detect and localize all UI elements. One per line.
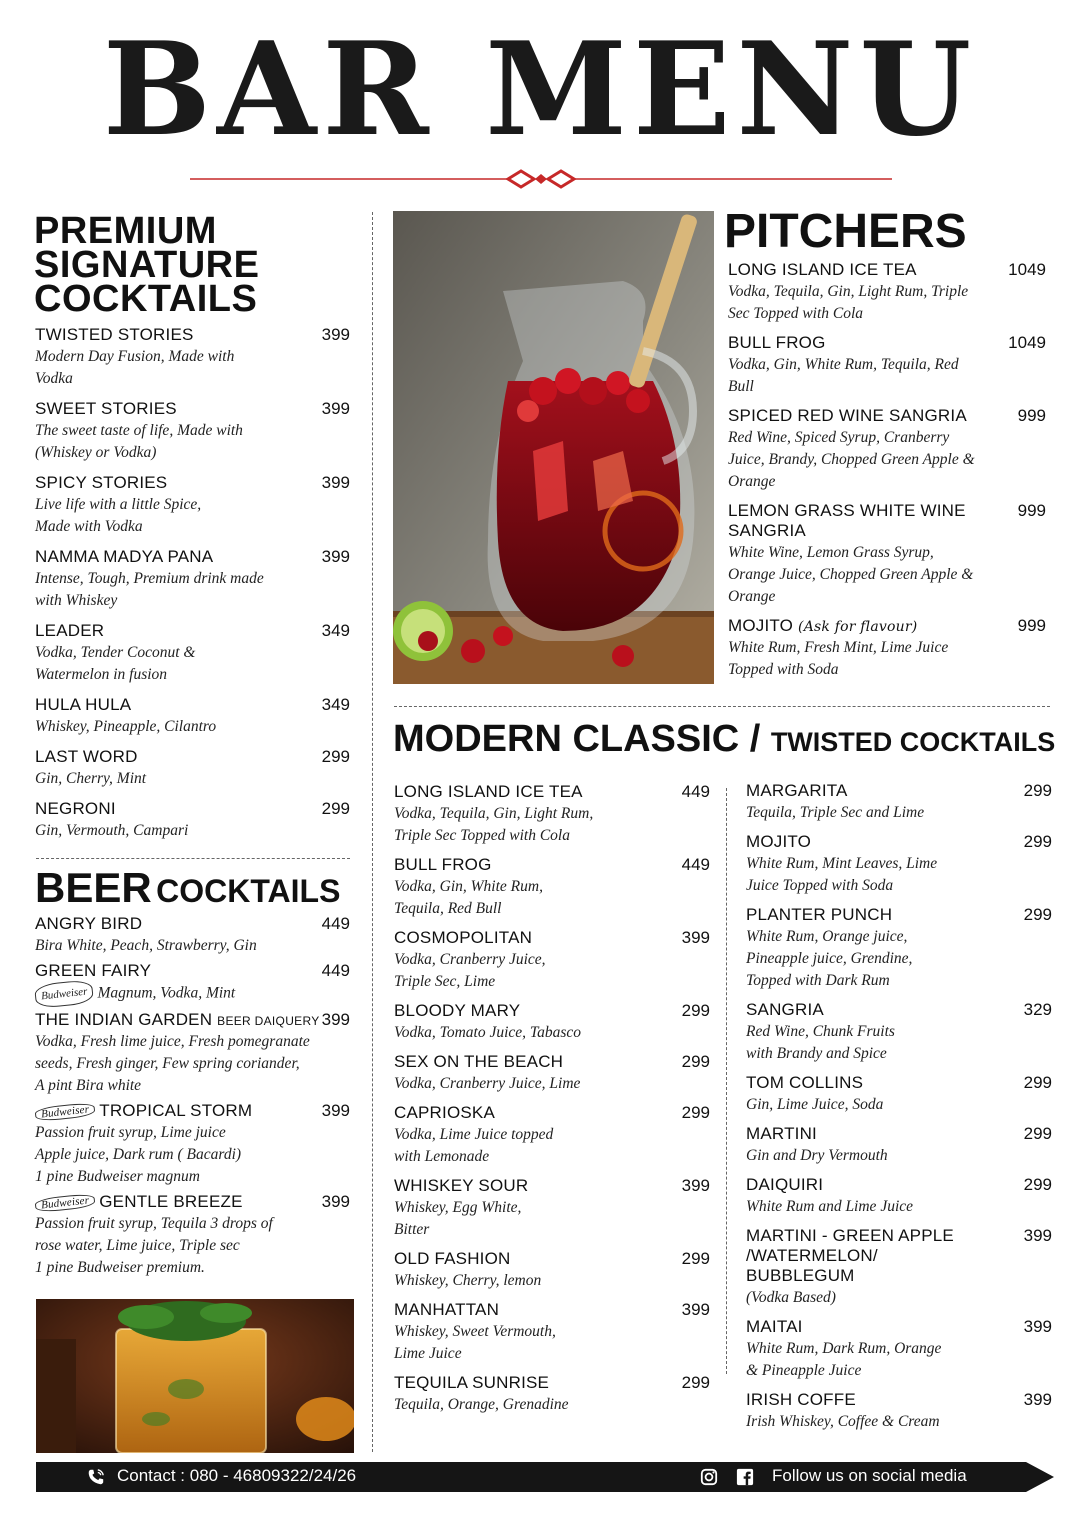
item-name: WHISKEY SOUR bbox=[394, 1176, 529, 1195]
menu-item bbox=[394, 928, 710, 993]
item-description: Vodka, Tequila, Gin, Light Rum, Triple Sec Topped with Cola bbox=[394, 805, 594, 844]
item-description: Budweiser Magnum, Vodka, Mint bbox=[35, 982, 350, 1006]
item-price: 399 bbox=[321, 547, 350, 566]
item-name: MAITAI bbox=[746, 1317, 803, 1336]
menu-item bbox=[35, 695, 350, 738]
item-name: SWEET STORIES bbox=[35, 399, 177, 418]
menu-item bbox=[728, 616, 1046, 681]
menu-item bbox=[35, 1192, 350, 1279]
sangria-pitcher-photo bbox=[393, 211, 714, 684]
item-price: 999 bbox=[1017, 501, 1046, 520]
modern-heading: MODERN CLASSIC / TWISTED COCKTAILS bbox=[393, 718, 1056, 760]
item-description: Gin, Cherry, Mint bbox=[35, 770, 147, 787]
item-price: 449 bbox=[321, 914, 350, 933]
item-description: Whiskey, Egg White, Bitter bbox=[394, 1199, 522, 1238]
item-name: THE INDIAN GARDEN BEER DAIQUERY bbox=[35, 1010, 320, 1029]
pitchers-heading: PITCHERS bbox=[724, 205, 967, 258]
footer-social: Follow us on social media bbox=[772, 1466, 967, 1485]
item-description: White Wine, Lemon Grass Syrup, Orange Juice, Chopped Green Apple & Orange bbox=[728, 544, 974, 605]
item-description: Gin and Dry Vermouth bbox=[746, 1147, 888, 1164]
menu-item bbox=[746, 832, 1052, 897]
item-description: Tequila, Triple Sec and Lime bbox=[746, 804, 925, 821]
item-price: 299 bbox=[681, 1052, 710, 1071]
menu-item bbox=[35, 399, 350, 464]
menu-item bbox=[746, 1317, 1052, 1382]
item-note: (Ask for flavour) bbox=[798, 619, 918, 635]
menu-item bbox=[746, 1073, 1052, 1116]
item-name: OLD FASHION bbox=[394, 1249, 511, 1268]
menu-item bbox=[35, 799, 350, 842]
menu-item bbox=[746, 1390, 1052, 1433]
item-description: The sweet taste of life, Made with (Whiskey or Vodka) bbox=[35, 422, 243, 461]
phone-icon bbox=[87, 1468, 105, 1486]
item-description: Gin, Vermouth, Campari bbox=[35, 822, 189, 839]
item-name: LEADER bbox=[35, 621, 105, 640]
item-name: BLOODY MARY bbox=[394, 1001, 521, 1020]
item-name: SPICY STORIES bbox=[35, 473, 168, 492]
item-name: LAST WORD bbox=[35, 747, 138, 766]
item-price: 299 bbox=[1023, 781, 1052, 800]
item-price: 299 bbox=[321, 799, 350, 818]
item-name: TOM COLLINS bbox=[746, 1073, 864, 1092]
item-price: 399 bbox=[1023, 1317, 1052, 1336]
menu-item bbox=[728, 501, 1046, 608]
budweiser-logo-icon: Budweiser bbox=[34, 979, 95, 1009]
item-price: 399 bbox=[1023, 1390, 1052, 1409]
item-name-line: SANGRIA bbox=[728, 521, 806, 540]
facebook-icon[interactable] bbox=[736, 1468, 754, 1486]
ornament-diamond-icon bbox=[190, 166, 892, 192]
premium-beer-divider bbox=[36, 858, 350, 859]
menu-item bbox=[746, 1175, 1052, 1218]
menu-item bbox=[394, 782, 710, 847]
beer-heading: BEER COCKTAILS bbox=[35, 864, 341, 911]
item-price: 399 bbox=[1023, 1226, 1052, 1245]
item-price: 449 bbox=[681, 855, 710, 874]
modern-left-list bbox=[394, 782, 710, 1424]
item-name: LONG ISLAND ICE TEA bbox=[394, 782, 583, 801]
menu-item bbox=[746, 1000, 1052, 1065]
item-description: White Rum, Dark Rum, Orange & Pineapple Juice bbox=[746, 1340, 942, 1379]
item-price: 299 bbox=[1023, 905, 1052, 924]
item-description: White Rum and Lime Juice bbox=[746, 1198, 914, 1215]
menu-item bbox=[35, 961, 350, 1006]
menu-item bbox=[728, 406, 1046, 493]
item-description: Whiskey, Pineapple, Cilantro bbox=[35, 718, 217, 735]
premium-heading: PREMIUM SIGNATURE COCKTAILS bbox=[34, 210, 260, 320]
item-description: Vodka, Cranberry Juice, Triple Sec, Lime bbox=[394, 951, 546, 990]
item-price: 349 bbox=[321, 695, 350, 714]
menu-item bbox=[35, 1101, 350, 1188]
item-price: 399 bbox=[321, 1192, 350, 1211]
item-description: Red Wine, Spiced Syrup, Cranberry Juice, Brandy, Chopped Green Apple & Orange bbox=[728, 429, 975, 490]
modern-column-divider bbox=[726, 788, 727, 1374]
instagram-icon[interactable] bbox=[700, 1468, 718, 1486]
menu-item bbox=[746, 905, 1052, 992]
item-price: 399 bbox=[321, 325, 350, 344]
item-name: MARGARITA bbox=[746, 781, 848, 800]
item-name: ANGRY BIRD bbox=[35, 914, 143, 933]
item-description: Vodka, Tender Coconut & Watermelon in fusion bbox=[35, 644, 196, 683]
menu-item bbox=[35, 1010, 350, 1097]
modern-right-list bbox=[746, 781, 1052, 1441]
item-description: White Rum, Orange juice, Pineapple juice, Grendine, Topped with Dark Rum bbox=[746, 928, 913, 989]
item-name: NEGRONI bbox=[35, 799, 116, 818]
item-price: 299 bbox=[681, 1103, 710, 1122]
item-price: 299 bbox=[1023, 1124, 1052, 1143]
item-name: SEX ON THE BEACH bbox=[394, 1052, 564, 1071]
item-price: 399 bbox=[681, 1300, 710, 1319]
item-name: LEMON GRASS WHITE WINE bbox=[728, 501, 966, 520]
item-name: MOJITO (Ask for flavour) bbox=[728, 616, 918, 635]
item-price: 299 bbox=[1023, 832, 1052, 851]
item-price: 399 bbox=[681, 1176, 710, 1195]
item-name: TEQUILA SUNRISE bbox=[394, 1373, 550, 1392]
item-name: CAPRIOSKA bbox=[394, 1103, 495, 1122]
item-description: Tequila, Orange, Grenadine bbox=[394, 1396, 569, 1413]
item-price: 1049 bbox=[1008, 333, 1046, 352]
beer-list bbox=[35, 914, 350, 1283]
item-description: Vodka, Tomato Juice, Tabasco bbox=[394, 1024, 582, 1041]
footer-contact: Contact : 080 - 46809322/24/26 bbox=[117, 1466, 357, 1485]
item-price: 399 bbox=[321, 1010, 350, 1029]
item-name: MARTINI bbox=[746, 1124, 817, 1143]
item-name: HULA HULA bbox=[35, 695, 132, 714]
premium-list bbox=[35, 325, 350, 851]
item-description: Whiskey, Sweet Vermouth, Lime Juice bbox=[394, 1323, 556, 1362]
item-price: 399 bbox=[321, 1101, 350, 1120]
item-name: NAMMA MADYA PANA bbox=[35, 547, 214, 566]
item-name: COSMOPOLITAN bbox=[394, 928, 533, 947]
item-name: DAIQUIRI bbox=[746, 1175, 824, 1194]
item-description: Gin, Lime Juice, Soda bbox=[746, 1096, 884, 1113]
menu-item bbox=[746, 781, 1052, 824]
item-suffix: BEER DAIQUERY bbox=[217, 1014, 320, 1028]
menu-item bbox=[394, 1300, 710, 1365]
item-description: Passion fruit syrup, Tequila 3 drops of rose water, Lime juice, Triple sec 1 pine Budweiser premium. bbox=[35, 1215, 273, 1276]
item-name: MOJITO bbox=[746, 832, 812, 851]
item-description: Bira White, Peach, Strawberry, Gin bbox=[35, 937, 257, 954]
item-name: TWISTED STORIES bbox=[35, 325, 194, 344]
item-name-line: BUBBLEGUM bbox=[746, 1266, 855, 1285]
item-name: BULL FROG bbox=[728, 333, 826, 352]
menu-item bbox=[35, 473, 350, 538]
menu-item bbox=[35, 914, 350, 957]
item-name: IRISH COFFE bbox=[746, 1390, 856, 1409]
menu-item bbox=[394, 1103, 710, 1168]
item-price: 299 bbox=[321, 747, 350, 766]
item-price: 449 bbox=[681, 782, 710, 801]
item-description: Vodka, Gin, White Rum, Tequila, Red Bull bbox=[394, 878, 543, 917]
item-price: 999 bbox=[1017, 406, 1046, 425]
item-description: Vodka, Tequila, Gin, Light Rum, Triple Sec Topped with Cola bbox=[728, 283, 969, 322]
menu-item bbox=[35, 747, 350, 790]
item-price: 399 bbox=[321, 473, 350, 492]
item-name: GREEN FAIRY bbox=[35, 961, 152, 980]
menu-item bbox=[746, 1124, 1052, 1167]
item-description: White Rum, Fresh Mint, Lime Juice Topped with Soda bbox=[728, 639, 949, 678]
menu-item bbox=[35, 621, 350, 686]
footer-arrow bbox=[1026, 1462, 1054, 1492]
pitchers-list bbox=[728, 260, 1046, 689]
item-description: Irish Whiskey, Coffee & Cream bbox=[746, 1413, 940, 1430]
item-description: Vodka, Lime Juice topped with Lemonade bbox=[394, 1126, 554, 1165]
menu-item bbox=[728, 260, 1046, 325]
menu-item bbox=[746, 1226, 1052, 1309]
budweiser-logo-icon: Budweiser bbox=[34, 1192, 95, 1212]
pitchers-modern-divider bbox=[394, 706, 1050, 707]
item-name: LONG ISLAND ICE TEA bbox=[728, 260, 917, 279]
item-price: 299 bbox=[681, 1249, 710, 1268]
item-price: 299 bbox=[681, 1001, 710, 1020]
item-price: 399 bbox=[681, 928, 710, 947]
item-price: 349 bbox=[321, 621, 350, 640]
item-price: 1049 bbox=[1008, 260, 1046, 279]
item-description: Modern Day Fusion, Made with Vodka bbox=[35, 348, 235, 387]
left-column-divider bbox=[372, 212, 373, 1452]
menu-item bbox=[394, 1249, 710, 1292]
item-price: 399 bbox=[321, 399, 350, 418]
item-name: PLANTER PUNCH bbox=[746, 905, 893, 924]
menu-item bbox=[35, 547, 350, 612]
item-name: BULL FROG bbox=[394, 855, 492, 874]
item-name: Budweiser TROPICAL STORM bbox=[35, 1101, 252, 1121]
item-description: Passion fruit syrup, Lime juice Apple juice, Dark rum ( Bacardi) 1 pine Budweiser magnum bbox=[35, 1124, 242, 1185]
menu-item bbox=[394, 1052, 710, 1095]
item-description: (Vodka Based) bbox=[746, 1289, 836, 1306]
item-description: Intense, Tough, Premium drink made with Whiskey bbox=[35, 570, 264, 609]
item-description: Red Wine, Chunk Fruits with Brandy and Spice bbox=[746, 1023, 895, 1062]
item-name: MARTINI - GREEN APPLE bbox=[746, 1226, 954, 1245]
item-name: Budweiser GENTLE BREEZE bbox=[35, 1192, 243, 1212]
menu-item bbox=[728, 333, 1046, 398]
menu-title: BAR MENU bbox=[102, 15, 978, 165]
menu-item bbox=[394, 1373, 710, 1416]
menu-item bbox=[35, 325, 350, 390]
item-description: Vodka, Fresh lime juice, Fresh pomegranate seeds, Fresh ginger, Few spring coriander, A pint Bira white bbox=[35, 1033, 310, 1094]
beer-cocktail-photo bbox=[36, 1299, 354, 1453]
item-description: White Rum, Mint Leaves, Lime Juice Topped with Soda bbox=[746, 855, 938, 894]
item-description: Vodka, Gin, White Rum, Tequila, Red Bull bbox=[728, 356, 959, 395]
item-price: 299 bbox=[1023, 1175, 1052, 1194]
item-price: 999 bbox=[1017, 616, 1046, 635]
item-name: SANGRIA bbox=[746, 1000, 824, 1019]
item-name: SPICED RED WINE SANGRIA bbox=[728, 406, 967, 425]
budweiser-logo-icon: Budweiser bbox=[34, 1101, 95, 1121]
item-price: 329 bbox=[1023, 1000, 1052, 1019]
item-price: 299 bbox=[681, 1373, 710, 1392]
item-name: MANHATTAN bbox=[394, 1300, 500, 1319]
item-price: 299 bbox=[1023, 1073, 1052, 1092]
item-description: Live life with a little Spice, Made with Vodka bbox=[35, 496, 202, 535]
item-price: 449 bbox=[321, 961, 350, 980]
item-name-line: /WATERMELON/ bbox=[746, 1246, 878, 1265]
item-description: Whiskey, Cherry, lemon bbox=[394, 1272, 542, 1289]
menu-item bbox=[394, 1001, 710, 1044]
menu-item bbox=[394, 855, 710, 920]
menu-item bbox=[394, 1176, 710, 1241]
item-description: Vodka, Cranberry Juice, Lime bbox=[394, 1075, 581, 1092]
